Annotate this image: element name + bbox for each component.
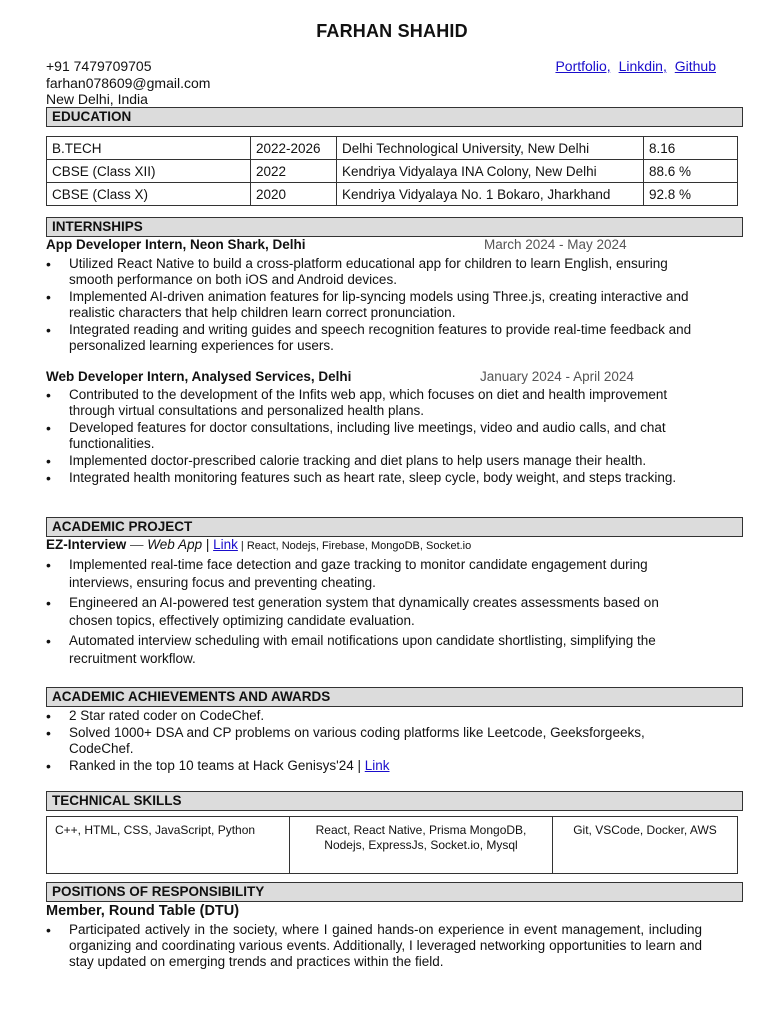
degree-cell: CBSE (Class XII) [47, 160, 251, 183]
table-row [47, 137, 738, 160]
section-technical-skills: TECHNICAL SKILLS [46, 791, 743, 811]
list-item [46, 758, 706, 774]
list-item: • Integrated health monitoring features such as heart rate, sleep cycle, body weight, and steps tracking. [46, 470, 706, 486]
list-item: • 2 Star rated coder on CodeChef. [46, 708, 706, 724]
list-item: • Implemented AI-driven animation features for lip-syncing models using Three.js, creating interactive and realistic characters that help children learn correct pronunciation. [46, 289, 706, 321]
list-item: • Utilized React Native to build a cross-platform educational app for children to learn English, ensuring smooth performance on both iOS and Android devices. [46, 256, 706, 288]
degree-cell: B.TECH [47, 137, 251, 160]
degree-cell: CBSE (Class X) [47, 183, 251, 206]
section-achievements: ACADEMIC ACHIEVEMENTS AND AWARDS [46, 687, 743, 707]
score-cell: 92.8 % [644, 183, 738, 206]
list-item: • Implemented real-time face detection and gaze tracking to monitor candidate engagement during interviews, ensuring focus and preventing cheating. [46, 556, 706, 592]
job-role: Web Developer Intern, Analysed Services, Delhi [46, 369, 352, 384]
profile-links [551, 58, 716, 74]
job-title [46, 369, 738, 384]
project-type: Web App [147, 537, 203, 552]
languages-cell: C++, HTML, CSS, JavaScript, Python [47, 817, 290, 874]
score-cell: 88.6 % [644, 160, 738, 183]
project-name: EZ-Interview [46, 537, 127, 552]
job-title [46, 237, 738, 252]
list-item: • Integrated reading and writing guides and speech recognition features to provide real-time feedback and personalized learning experiences for users. [46, 322, 706, 354]
education-table [46, 136, 738, 206]
year-cell: 2022-2026 [251, 137, 337, 160]
job-bullets [46, 256, 706, 355]
section-education: EDUCATION [46, 107, 743, 127]
list-item: • Engineered an AI-powered test generation system that dynamically creates assessments based on chosen topics, effectively optimizing candidate evaluation. [46, 594, 706, 630]
list-item: • Automated interview scheduling with email notifications upon candidate shortlisting, simplifying the recruitment workflow. [46, 632, 706, 668]
project-separator: | [202, 537, 214, 552]
skills-table [46, 816, 738, 874]
responsibility-bullets [46, 922, 702, 971]
year-cell: 2020 [251, 183, 337, 206]
project-stack: React, Nodejs, Firebase, MongoDB, Socket.io [246, 540, 472, 552]
score-cell: 8.16 [644, 137, 738, 160]
institution-cell: Kendriya Vidyalaya No. 1 Bokaro, Jharkhand [337, 183, 644, 206]
achievement-text: Ranked in the top 10 teams at Hack Genisys'24 | [69, 758, 365, 773]
table-row [47, 817, 738, 874]
linkedin-link[interactable]: Linkdin, [618, 58, 667, 74]
list-item: • Solved 1000+ DSA and CP problems on various coding platforms like Leetcode, Geeksforgeeks, CodeChef. [46, 725, 706, 757]
project-bullets [46, 556, 706, 669]
project-header [46, 537, 471, 552]
list-item: • Participated actively in the society, where I gained hands-on experience in event management, including organizing and coordinating various events. Additionally, I leveraged networking opportunities to learn and stay updated on emerging trends and practices within the field. [46, 922, 702, 970]
list-item: • Developed features for doctor consultations, including live meetings, video and audio calls, and chat functionalities. [46, 420, 706, 452]
candidate-name: FARHAN SHAHID [316, 21, 468, 41]
project-dash: — [126, 537, 148, 552]
project-separator: | [237, 540, 247, 552]
institution-cell: Delhi Technological University, New Delhi [337, 137, 644, 160]
phone-number: +91 7479709705 [46, 58, 152, 74]
frameworks-cell: React, React Native, Prisma MongoDB, Nodejs, ExpressJs, Socket.io, Mysql [290, 817, 553, 874]
section-internships: INTERNSHIPS [46, 217, 743, 237]
list-item: • Implemented doctor-prescribed calorie tracking and diet plans to help users manage their health. [46, 453, 706, 469]
email-address: farhan078609@gmail.com [46, 75, 211, 91]
section-responsibility: POSITIONS OF RESPONSIBILITY [46, 882, 743, 902]
project-link[interactable]: Link [213, 537, 238, 552]
job-date: January 2024 - April 2024 [480, 369, 634, 384]
achievement-link[interactable]: Link [364, 758, 390, 773]
list-item: • Contributed to the development of the Infits web app, which focuses on diet and health improvement through virtual consultations and personalized health plans. [46, 387, 706, 419]
portfolio-link[interactable]: Portfolio, [555, 58, 611, 74]
year-cell: 2022 [251, 160, 337, 183]
tools-cell: Git, VSCode, Docker, AWS [553, 817, 738, 874]
institution-cell: Kendriya Vidyalaya INA Colony, New Delhi [337, 160, 644, 183]
job-date: March 2024 - May 2024 [484, 237, 627, 252]
responsibility-role: Member, Round Table (DTU) [46, 903, 240, 919]
section-academic-project: ACADEMIC PROJECT [46, 517, 743, 537]
table-row [47, 160, 738, 183]
table-row [47, 183, 738, 206]
job-bullets [46, 387, 706, 487]
job-role: App Developer Intern, Neon Shark, Delhi [46, 237, 306, 252]
github-link[interactable]: Github [674, 58, 716, 74]
achievement-bullets [46, 708, 706, 775]
location: New Delhi, India [46, 91, 148, 107]
